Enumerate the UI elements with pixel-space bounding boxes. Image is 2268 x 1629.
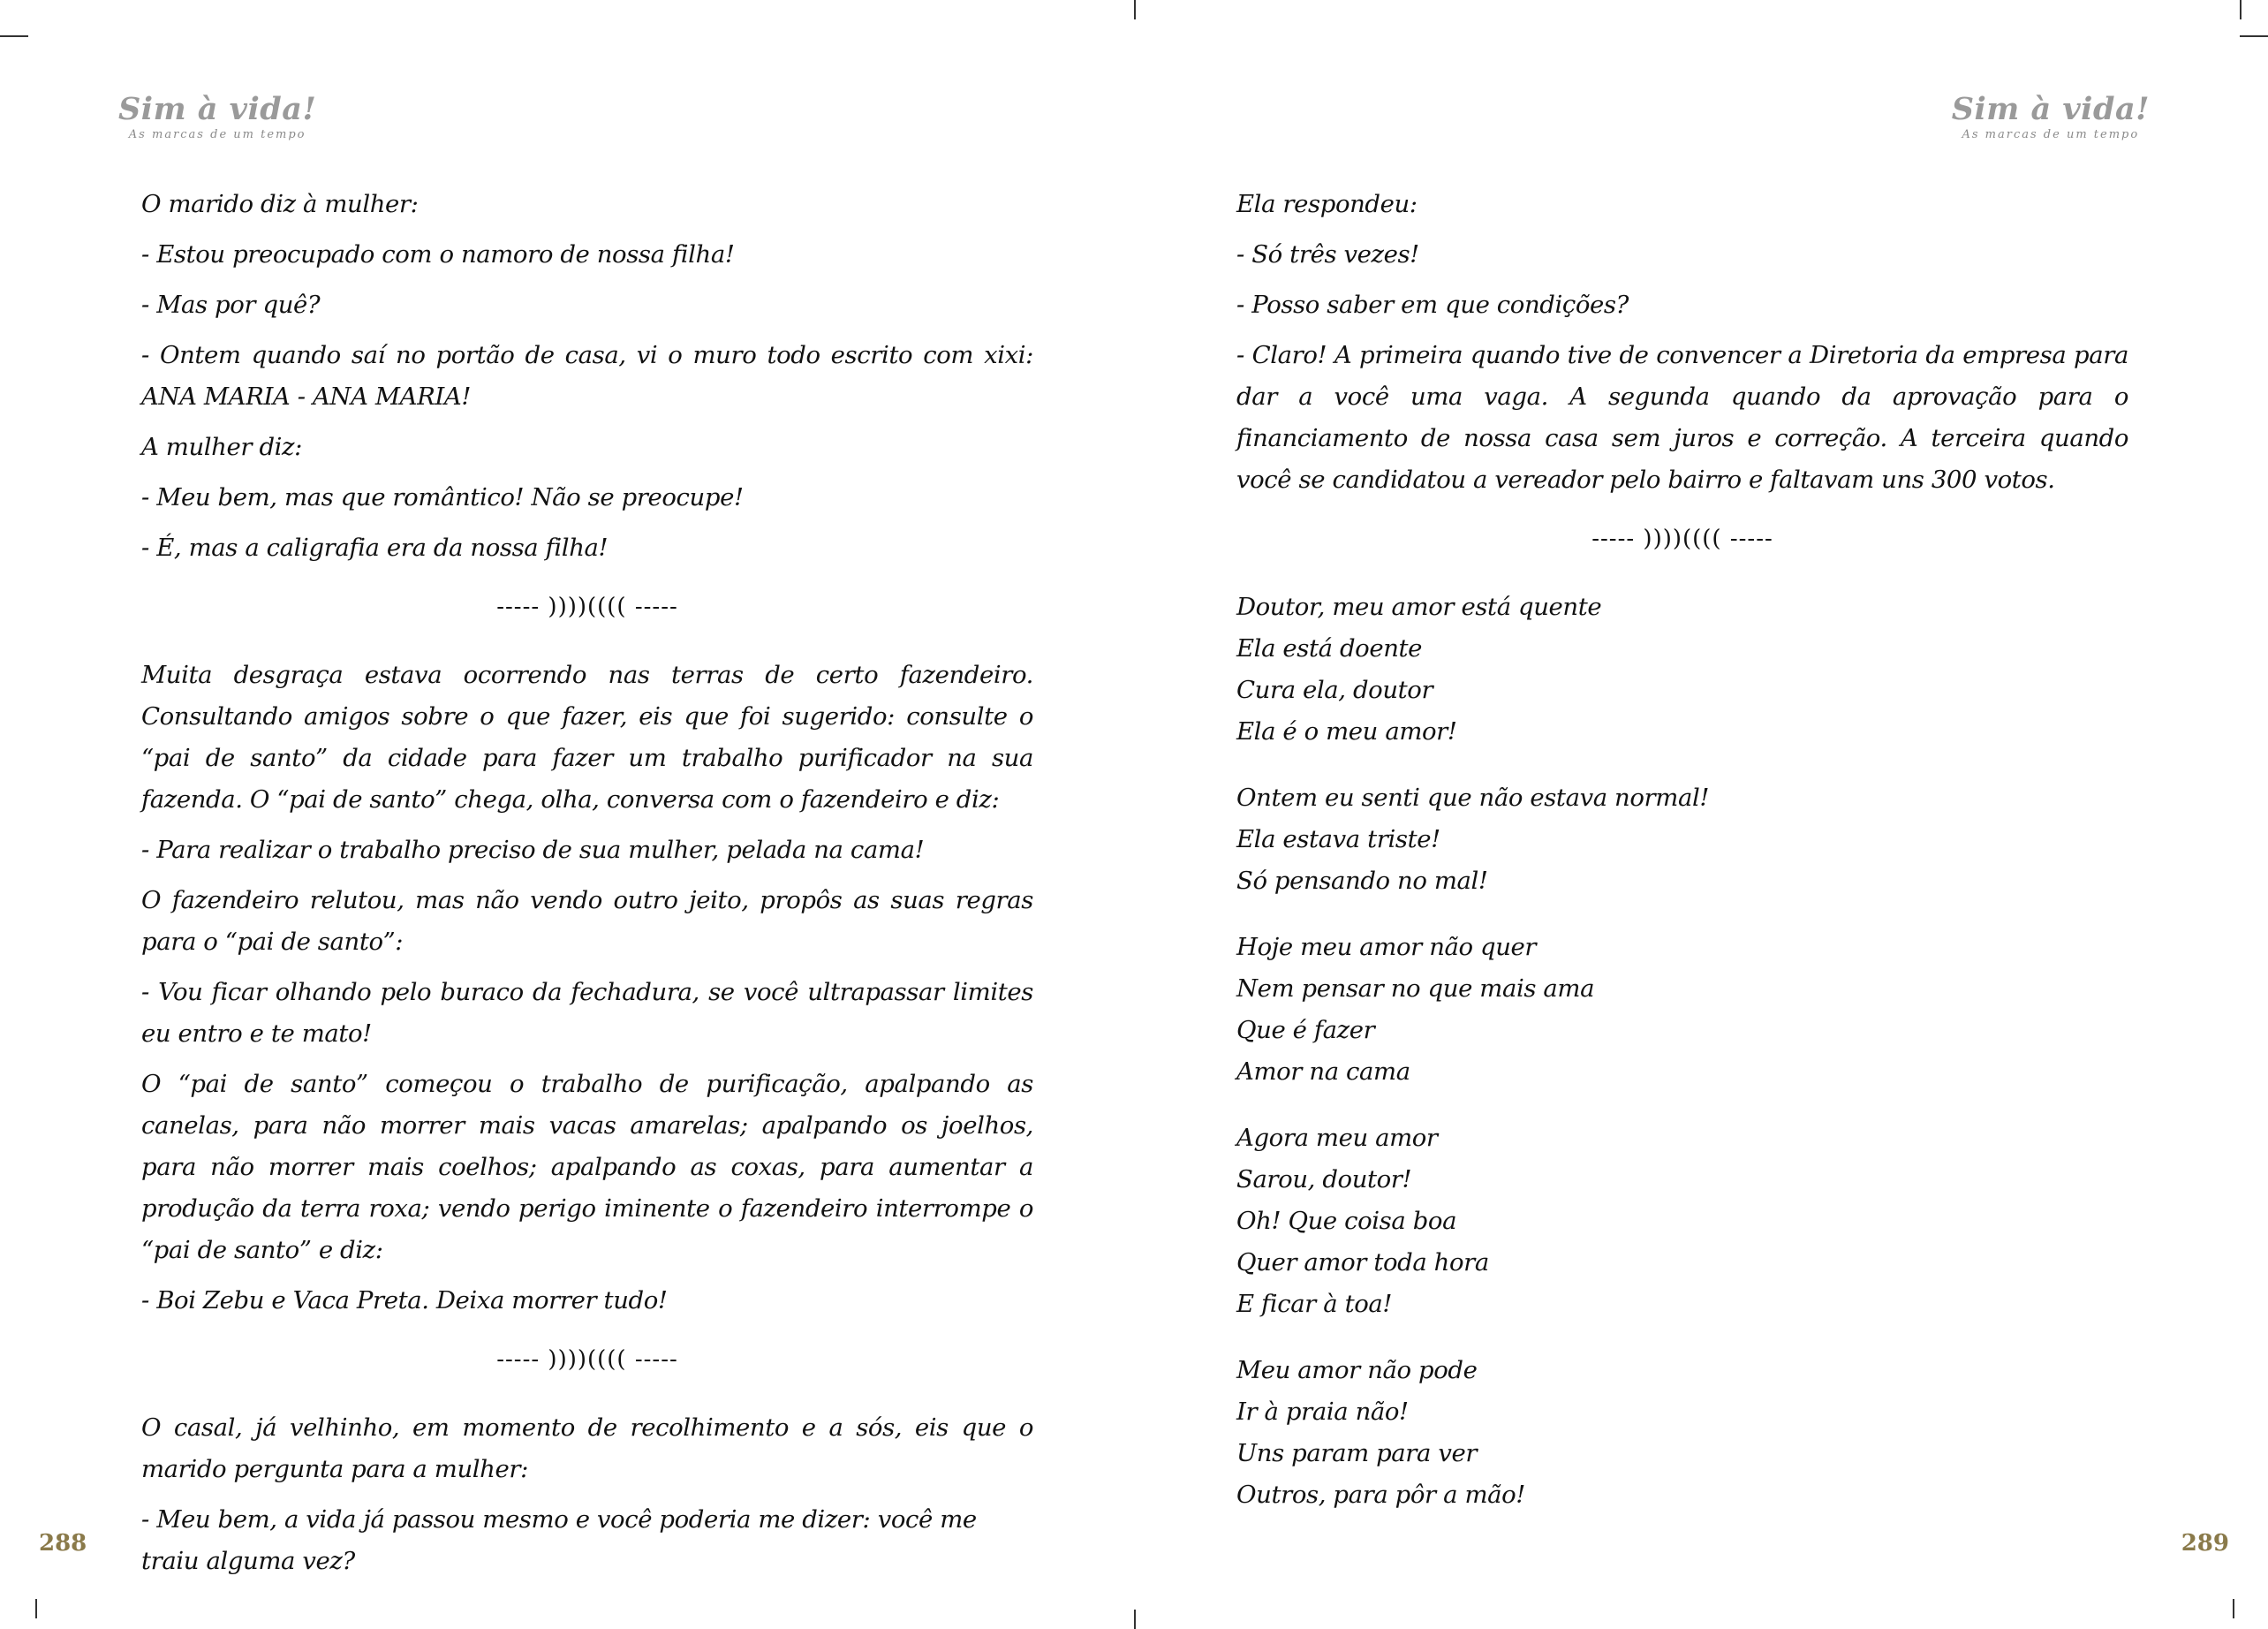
book-subtitle: As marcas de um tempo — [1962, 128, 2140, 141]
section-separator: ----- ))))(((( ----- — [1591, 526, 1773, 552]
paragraph: O “pai de santo” começou o trabalho de purificação, apalpando as canelas, para não morrer mais vacas amarelas; apalpando os joelhos, para não morrer mais coelhos; apalpando as coxas, para aumentar a produção da terra roxa; vendo perigo iminente o fazendeiro interrompe o “pai de santo” e diz: — [141, 1070, 1033, 1264]
paragraph: - Boi Zebu e Vaca Preta. Deixa morrer tudo! — [141, 1286, 668, 1315]
poem-stanza — [1236, 777, 2128, 902]
paragraph: - Ontem quando saí no portão de casa, vi o muro todo escrito com xixi: ANA MARIA - ANA MARIA! — [141, 341, 1033, 411]
poem — [1236, 587, 2128, 1516]
paragraph: - Vou ficar olhando pelo buraco da fechadura, se você ultrapassar limites eu entro e te mato! — [141, 978, 1033, 1048]
running-header — [118, 92, 316, 143]
paragraph: O fazendeiro relutou, mas não vendo outro jeito, propôs as suas regras para o “pai de santo”: — [141, 886, 1033, 956]
poem-line: Amor na cama — [1236, 1057, 1410, 1086]
poem-line: Ir à praia não! — [1236, 1398, 1409, 1426]
section-separator: ----- ))))(((( ----- — [496, 1346, 678, 1373]
left-text-block — [141, 184, 1033, 1591]
paragraph: - Meu bem, mas que romântico! Não se preocupe! — [141, 483, 744, 511]
poem-line: Agora meu amor — [1236, 1124, 1438, 1152]
page-number: 289 — [2181, 1530, 2229, 1557]
paragraph: - Claro! A primeira quando tive de convencer a Diretoria da empresa para dar a você uma vaga. A segunda quando da aprovação para o financiamento de nossa casa sem juros e correção. A terceira quando você se candidatou a vereador pelo bairro e faltavam uns 300 votos. — [1236, 341, 2128, 494]
poem-line: Doutor, meu amor está quente — [1236, 593, 1602, 621]
paragraph: - Estou preocupado com o namoro de nossa filha! — [141, 240, 735, 269]
paragraph: - Para realizar o trabalho preciso de sua mulher, pelada na cama! — [141, 836, 925, 864]
poem-line: Ela é o meu amor! — [1236, 717, 1457, 746]
book-title: Sim à vida! — [1951, 91, 2150, 127]
poem-line: Quer amor toda hora — [1236, 1248, 1489, 1277]
poem-stanza — [1236, 587, 2128, 753]
poem-stanza — [1236, 1350, 2128, 1516]
poem-line: Que é fazer — [1236, 1016, 1375, 1044]
paragraph: O marido diz à mulher: — [141, 190, 419, 218]
poem-line: Oh! Que coisa boa — [1236, 1207, 1457, 1235]
paragraph: A mulher diz: — [141, 433, 303, 461]
poem-line: Nem pensar no que mais ama — [1236, 974, 1595, 1003]
poem-line: Meu amor não pode — [1236, 1356, 1478, 1384]
paragraph: Ela respondeu: — [1236, 190, 1418, 218]
section-separator: ----- ))))(((( ----- — [496, 594, 678, 620]
right-text-block — [1236, 184, 2128, 1541]
paragraph: Muita desgraça estava ocorrendo nas terras de certo fazendeiro. Consultando amigos sobre o que fazer, eis que foi sugerido: consulte o “pai de santo” da cidade para fazer um trabalho purificador na sua fazenda. O “pai de santo” chega, olha, conversa com o fazendeiro e diz: — [141, 661, 1033, 814]
paragraph: - Mas por quê? — [141, 291, 321, 319]
paragraph: - Só três vezes! — [1236, 240, 1419, 269]
paragraph: O casal, já velhinho, em momento de recolhimento e a sós, eis que o marido pergunta para a mulher: — [141, 1413, 1033, 1483]
poem-line: Ela estava triste! — [1236, 825, 1440, 853]
poem-line: E ficar à toa! — [1236, 1290, 1393, 1318]
book-title: Sim à vida! — [118, 91, 317, 127]
paragraph: - Meu bem, a vida já passou mesmo e você poderia me dizer: você me traiu alguma vez? — [141, 1505, 977, 1575]
poem-line: Cura ela, doutor — [1236, 676, 1433, 704]
poem-line: Hoje meu amor não quer — [1236, 933, 1537, 961]
paragraph: - É, mas a caligrafia era da nossa filha! — [141, 534, 609, 562]
page-number: 288 — [39, 1530, 87, 1557]
paragraph: - Posso saber em que condições? — [1236, 291, 1629, 319]
poem-line: Sarou, doutor! — [1236, 1165, 1412, 1193]
running-header — [1952, 92, 2150, 143]
left-page — [0, 0, 1134, 1627]
poem-stanza — [1236, 927, 2128, 1093]
poem-line: Só pensando no mal! — [1236, 867, 1488, 895]
poem-line: Ontem eu senti que não estava normal! — [1236, 784, 1709, 812]
poem-stanza — [1236, 1118, 2128, 1325]
poem-line: Ela está doente — [1236, 634, 1423, 663]
book-subtitle: As marcas de um tempo — [128, 128, 306, 141]
poem-line: Outros, para pôr a mão! — [1236, 1481, 1525, 1509]
poem-line: Uns param para ver — [1236, 1439, 1478, 1467]
